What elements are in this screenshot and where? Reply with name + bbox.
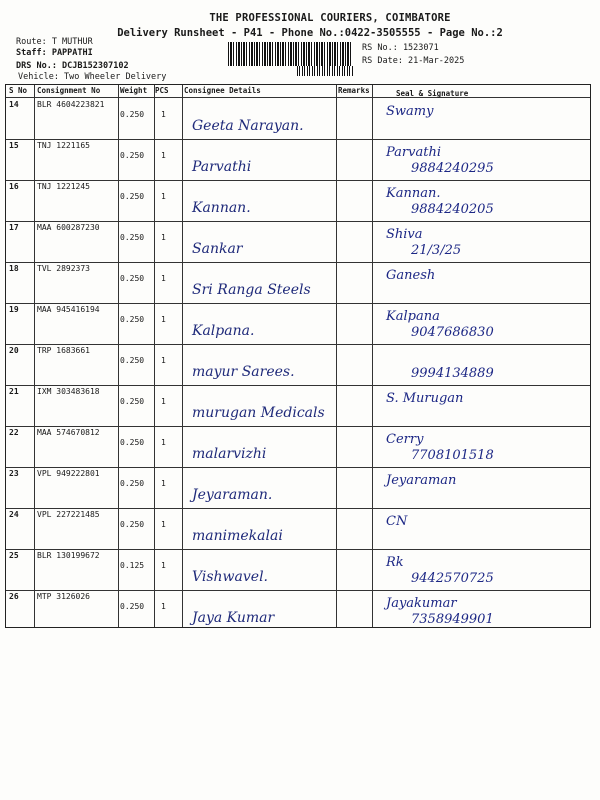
- row-weight: 0.250: [120, 315, 145, 324]
- row-consignee-handwriting: manimekalai: [192, 528, 283, 544]
- row-weight: 0.250: [120, 602, 145, 611]
- row-sno: 16: [9, 182, 19, 191]
- route-label: Route: T MUTHUR: [16, 37, 93, 47]
- staff-label: Staff: PAPPATHI: [16, 48, 93, 58]
- row-weight: 0.250: [120, 110, 145, 119]
- row-consignee-handwriting: Parvathi: [192, 159, 252, 175]
- row-weight: 0.250: [120, 356, 145, 365]
- row-consignment-no: MAA 600287230: [37, 223, 100, 232]
- runsheet-table: [5, 84, 591, 628]
- row-signature-phone: 9047686830: [411, 325, 494, 340]
- row-sno: 22: [9, 428, 19, 437]
- row-consignment-no: IXM 303483618: [37, 387, 100, 396]
- row-weight: 0.250: [120, 192, 145, 201]
- runsheet-subtitle: Delivery Runsheet - P41 - Phone No.:0422-3505555 - Page No.:2: [117, 27, 503, 39]
- row-signature-phone: 7358949901: [411, 612, 494, 627]
- row-consignment-no: TRP 1683661: [37, 346, 90, 355]
- row-consignee-handwriting: Kalpana.: [192, 323, 255, 339]
- col-header-sno: S No: [9, 86, 28, 95]
- row-consignee-handwriting: Jeyaraman.: [192, 487, 273, 503]
- row-consignment-no: VPL 949222801: [37, 469, 100, 478]
- col-header-consignment: Consignment No: [37, 86, 101, 95]
- row-signature: Cerry: [386, 432, 424, 447]
- row-consignment-no: BLR 130199672: [37, 551, 100, 560]
- row-signature: CN: [386, 514, 408, 529]
- row-pcs: 1: [161, 274, 166, 283]
- row-pcs: 1: [161, 602, 166, 611]
- row-pcs: 1: [161, 151, 166, 160]
- row-consignment-no: VPL 227221485: [37, 510, 100, 519]
- row-signature-phone: 21/3/25: [411, 243, 462, 258]
- row-consignee-handwriting: Geeta Narayan.: [192, 118, 304, 134]
- col-header-weight: Weight: [120, 86, 148, 95]
- row-weight: 0.250: [120, 151, 145, 160]
- rs-date: RS Date: 21-Mar-2025: [362, 56, 465, 66]
- row-signature: S. Murugan: [386, 391, 464, 406]
- row-signature: Swamy: [386, 104, 434, 119]
- row-signature: Jayakumar: [386, 596, 457, 611]
- row-consignee-handwriting: murugan Medicals: [192, 405, 325, 421]
- col-header-consignee: Consignee Details: [184, 86, 261, 95]
- row-pcs: 1: [161, 110, 166, 119]
- row-signature-phone: 7708101518: [411, 448, 494, 463]
- row-weight: 0.250: [120, 397, 145, 406]
- row-pcs: 1: [161, 192, 166, 201]
- row-pcs: 1: [161, 397, 166, 406]
- row-sno: 23: [9, 469, 19, 478]
- row-consignee-handwriting: Vishwavel.: [192, 569, 268, 585]
- row-signature-phone: 9884240205: [411, 202, 494, 217]
- row-sno: 20: [9, 346, 19, 355]
- drs-number: DRS No.: DCJB152307102: [16, 61, 129, 71]
- barcode-image: [228, 42, 352, 66]
- row-signature: Rk: [386, 555, 404, 570]
- row-consignment-no: TNJ 1221245: [37, 182, 90, 191]
- row-sno: 26: [9, 592, 19, 601]
- row-consignment-no: BLR 4604223821: [37, 100, 105, 109]
- row-signature-phone: 9442570725: [411, 571, 494, 586]
- row-consignment-no: MAA 945416194: [37, 305, 100, 314]
- row-consignment-no: TVL 2892373: [37, 264, 90, 273]
- row-signature-phone: 9994134889: [411, 366, 494, 381]
- row-consignee-handwriting: Sri Ranga Steels: [192, 282, 311, 298]
- vehicle-label: Vehicle: Two Wheeler Delivery: [18, 72, 167, 82]
- row-pcs: 1: [161, 438, 166, 447]
- row-sno: 17: [9, 223, 19, 232]
- row-pcs: 1: [161, 561, 166, 570]
- page-title: THE PROFESSIONAL COURIERS, COIMBATORE: [209, 12, 451, 24]
- barcode-small-image: [297, 66, 353, 76]
- row-signature: Jeyaraman: [386, 473, 457, 488]
- row-weight: 0.250: [120, 479, 145, 488]
- row-sno: 19: [9, 305, 19, 314]
- row-signature: Shiva: [386, 227, 423, 242]
- col-header-seal-signature: Seal & Signature: [396, 89, 469, 98]
- row-weight: 0.250: [120, 438, 145, 447]
- row-signature: Kannan.: [386, 186, 441, 201]
- row-consignment-no: MTP 3126026: [37, 592, 90, 601]
- row-sno: 21: [9, 387, 19, 396]
- row-consignment-no: MAA 574670812: [37, 428, 100, 437]
- row-pcs: 1: [161, 315, 166, 324]
- row-signature: Ganesh: [386, 268, 436, 283]
- rs-number: RS No.: 1523071: [362, 43, 439, 53]
- row-signature: Kalpana: [386, 309, 440, 324]
- row-sno: 24: [9, 510, 19, 519]
- col-header-remarks: Remarks: [338, 86, 370, 95]
- row-signature-phone: 9884240295: [411, 161, 494, 176]
- row-consignee-handwriting: Sankar: [192, 241, 243, 257]
- row-sno: 14: [9, 100, 19, 109]
- row-sno: 18: [9, 264, 19, 273]
- row-pcs: 1: [161, 479, 166, 488]
- row-weight: 0.125: [120, 561, 145, 570]
- row-weight: 0.250: [120, 233, 145, 242]
- row-sno: 25: [9, 551, 19, 560]
- row-pcs: 1: [161, 233, 166, 242]
- row-consignee-handwriting: malarvizhi: [192, 446, 267, 462]
- row-weight: 0.250: [120, 274, 145, 283]
- row-sno: 15: [9, 141, 19, 150]
- row-signature: Parvathi: [386, 145, 441, 160]
- row-pcs: 1: [161, 520, 166, 529]
- row-consignee-handwriting: mayur Sarees.: [192, 364, 295, 380]
- row-weight: 0.250: [120, 520, 145, 529]
- row-consignment-no: TNJ 1221165: [37, 141, 90, 150]
- row-consignee-handwriting: Kannan.: [192, 200, 251, 216]
- row-consignee-handwriting: Jaya Kumar: [192, 610, 275, 626]
- col-header-pcs: PCS: [155, 86, 169, 95]
- row-pcs: 1: [161, 356, 166, 365]
